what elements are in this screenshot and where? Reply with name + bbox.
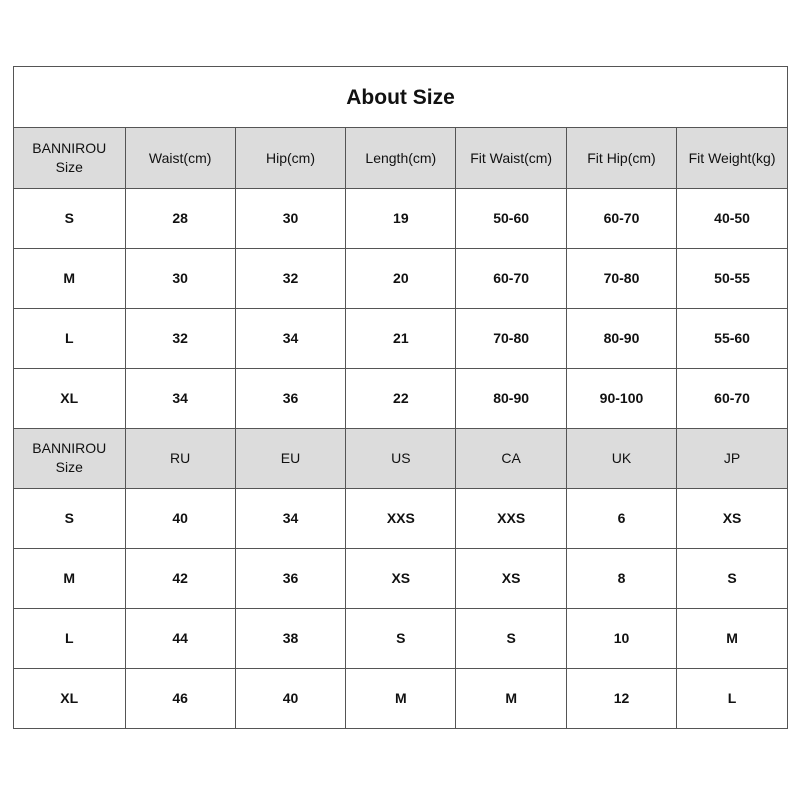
size-table [14,128,787,728]
brand-name: BANNIROU [32,139,107,156]
table-cell: 90-100 [566,368,676,428]
table-cell: 55-60 [677,308,787,368]
table-cell: 70-80 [456,308,566,368]
table-cell: 8 [566,548,676,608]
size-cell: M [14,248,125,308]
size-cell: M [14,548,125,608]
size-cell: L [14,308,125,368]
table-cell: 10 [566,608,676,668]
size-label: Size [55,459,83,475]
size-label: Size [55,158,83,175]
column-header: US [346,428,456,488]
column-header: Length(cm) [346,128,456,188]
column-header: UK [566,428,676,488]
table-cell: XXS [346,488,456,548]
table-cell: M [456,668,566,728]
table-cell: 34 [235,308,345,368]
table-row [14,668,787,728]
table-cell: XS [456,548,566,608]
table-row [14,248,787,308]
table-cell: 60-70 [566,188,676,248]
table-cell: 30 [235,188,345,248]
table-cell: 46 [125,668,235,728]
column-header: Fit Weight(kg) [677,128,787,188]
brand-name: BANNIROU [32,440,107,456]
column-header: RU [125,428,235,488]
table-cell: XS [346,548,456,608]
brand-size-header [14,128,125,188]
table-cell: 70-80 [566,248,676,308]
size-cell: XL [14,368,125,428]
table-cell: 38 [235,608,345,668]
table-cell: M [677,608,787,668]
table-cell: 40-50 [677,188,787,248]
table-cell: 30 [125,248,235,308]
table-cell: 80-90 [566,308,676,368]
table-cell: 32 [235,248,345,308]
table-row [14,188,787,248]
size-cell: L [14,608,125,668]
table-cell: S [346,608,456,668]
table-cell: 50-60 [456,188,566,248]
column-header: Waist(cm) [125,128,235,188]
column-header: Hip(cm) [235,128,345,188]
table-cell: XXS [456,488,566,548]
table-cell: 50-55 [677,248,787,308]
column-header: Fit Hip(cm) [566,128,676,188]
table-cell: 36 [235,368,345,428]
table-cell: S [456,608,566,668]
size-cell: S [14,488,125,548]
table-cell: 34 [125,368,235,428]
column-header: Fit Waist(cm) [456,128,566,188]
column-header: JP [677,428,787,488]
brand-size-header [14,428,125,488]
chart-title: About Size [14,67,787,128]
table-cell: L [677,668,787,728]
table-cell: S [677,548,787,608]
table-cell: 36 [235,548,345,608]
table-cell: 28 [125,188,235,248]
table-row [14,608,787,668]
table-row [14,368,787,428]
table-cell: 60-70 [677,368,787,428]
measurements-header-row [14,128,787,188]
table-cell: 6 [566,488,676,548]
table-cell: 40 [235,668,345,728]
table-cell: 44 [125,608,235,668]
table-cell: 42 [125,548,235,608]
table-row [14,548,787,608]
table-row [14,488,787,548]
column-header: EU [235,428,345,488]
table-cell: 32 [125,308,235,368]
table-cell: 60-70 [456,248,566,308]
size-chart [13,66,788,729]
size-cell: XL [14,668,125,728]
table-cell: 22 [346,368,456,428]
table-cell: XS [677,488,787,548]
table-cell: 80-90 [456,368,566,428]
size-cell: S [14,188,125,248]
table-cell: 12 [566,668,676,728]
table-cell: 20 [346,248,456,308]
table-row [14,308,787,368]
column-header: CA [456,428,566,488]
table-cell: 34 [235,488,345,548]
table-cell: 19 [346,188,456,248]
conversion-header-row [14,428,787,488]
table-cell: 21 [346,308,456,368]
table-cell: 40 [125,488,235,548]
table-cell: M [346,668,456,728]
